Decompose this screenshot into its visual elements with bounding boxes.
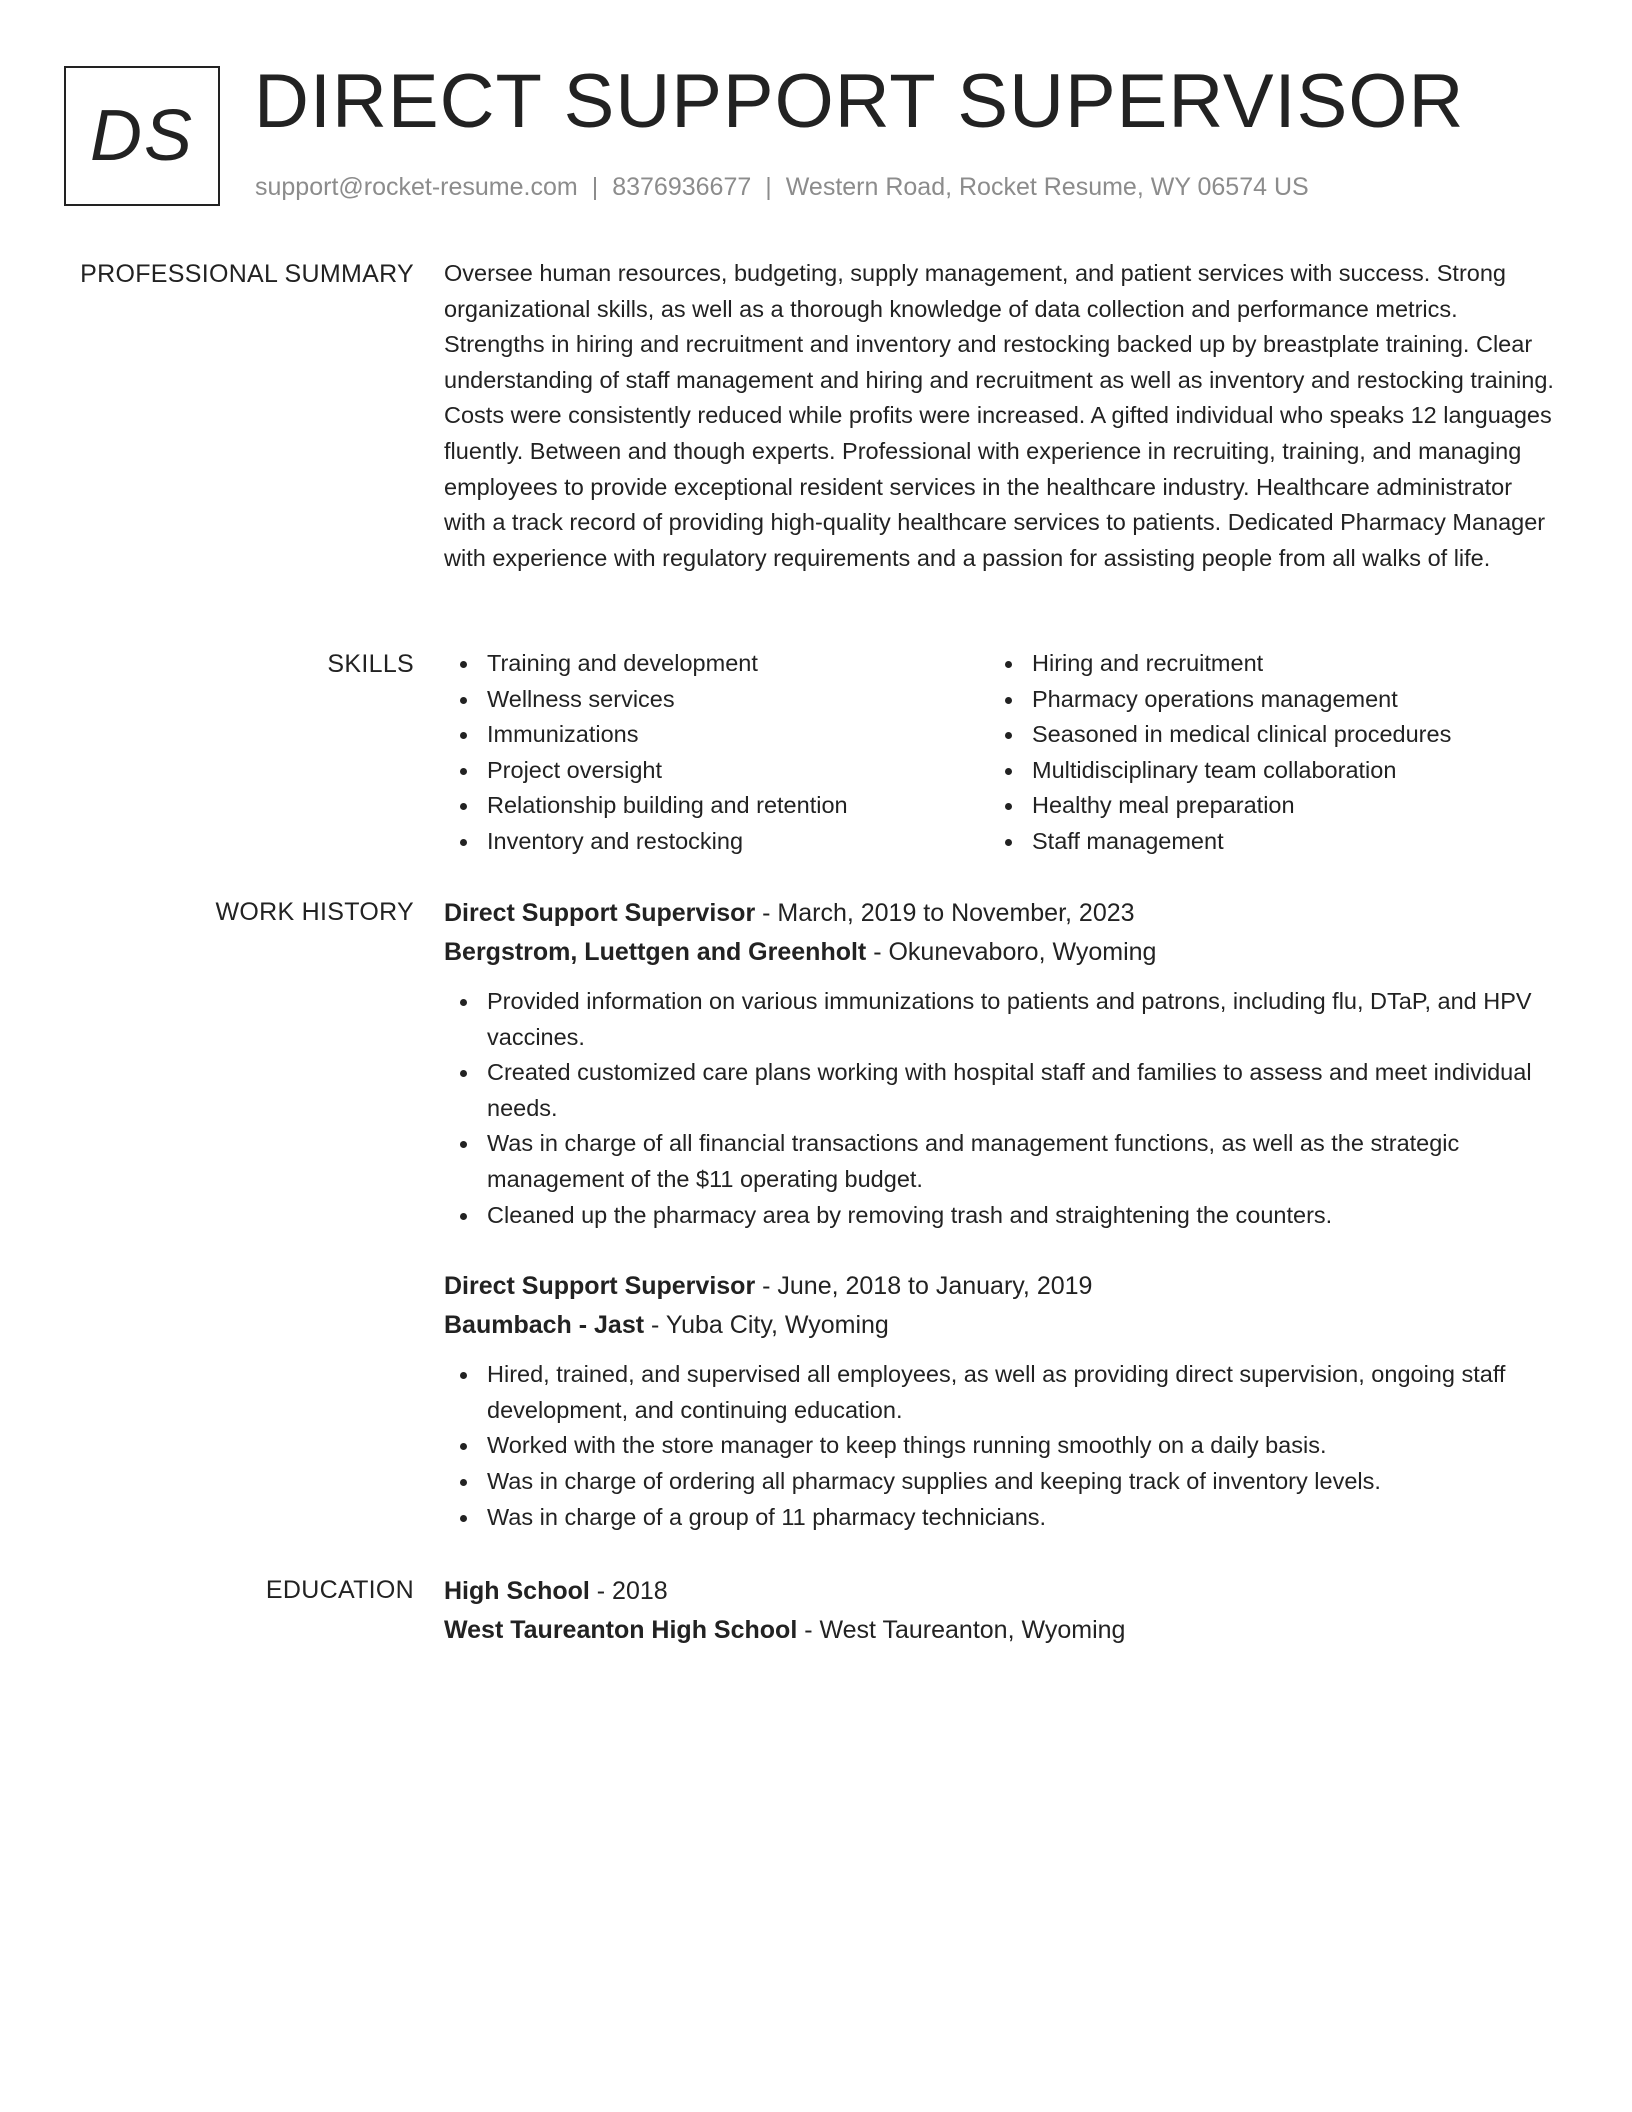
summary-body xyxy=(444,256,1556,576)
list-item: Was in charge of a group of 11 pharmacy technicians. xyxy=(444,1500,1556,1536)
job-company-line xyxy=(444,933,1556,972)
job-company: Bergstrom, Luettgen and Greenholt xyxy=(444,938,867,966)
list-item: Wellness services xyxy=(444,682,989,718)
contact-line xyxy=(255,173,1309,202)
education-school: West Taureanton High School xyxy=(444,1616,798,1644)
job-title-line xyxy=(444,894,1556,933)
list-item: Seasoned in medical clinical procedures xyxy=(989,717,1534,753)
list-item: Cleaned up the pharmacy area by removing trash and straightening the counters. xyxy=(444,1198,1556,1234)
list-item: Staff management xyxy=(989,824,1534,860)
section-heading: EDUCATION xyxy=(265,1576,414,1604)
list-item: Immunizations xyxy=(444,717,989,753)
contact-email: support@rocket-resume.com xyxy=(255,173,578,201)
contact-separator: | xyxy=(765,173,772,201)
job-entry xyxy=(444,894,1556,1233)
section-heading: PROFESSIONAL SUMMARY xyxy=(80,260,414,288)
list-item: Worked with the store manager to keep things running smoothly on a daily basis. xyxy=(444,1428,1556,1464)
list-item: Pharmacy operations management xyxy=(989,682,1534,718)
contact-address: Western Road, Rocket Resume, WY 06574 US xyxy=(785,173,1309,201)
section-heading: WORK HISTORY xyxy=(215,898,414,926)
list-item: Was in charge of ordering all pharmacy supplies and keeping track of inventory levels. xyxy=(444,1464,1556,1500)
section-heading: SKILLS xyxy=(327,650,414,678)
summary-text: Oversee human resources, budgeting, supply management, and patient services with success. Strong organizational skills, as well as a thorough knowledge of data collection and performance metrics. Strengths in hiring and recruitment and inventory and restocking backed up by breastplate training. Clear understanding of staff management and hiring and recruitment as well as inventory and restocking training. Costs were consistently reduced while profits were increased. A gifted individual who speaks 12 languages fluently. Between and though experts. Professional with experience in recruiting, training, and managing employees to provide exceptional resident services in the healthcare industry. Healthcare administrator with a track record of providing high-quality healthcare services to patients. Dedicated Pharmacy Manager with experience with regulatory requirements and a passion for assisting people from all walks of life. xyxy=(444,260,1554,571)
list-item: Training and development xyxy=(444,646,989,682)
job-company: Baumbach - Jast xyxy=(444,1311,645,1340)
job-title-line xyxy=(444,1267,1556,1306)
job-entry xyxy=(444,1267,1556,1535)
job-dates: - June, 2018 to January, 2019 xyxy=(755,1272,1093,1301)
education-degree: High School xyxy=(444,1577,590,1605)
list-item: Created customized care plans working with hospital staff and families to assess and meet individual needs. xyxy=(444,1055,1556,1126)
job-dates: - March, 2019 to November, 2023 xyxy=(755,899,1135,927)
job-company-line xyxy=(444,1306,1556,1345)
job-bullets xyxy=(444,984,1556,1233)
education-school-line xyxy=(444,1611,1556,1650)
job-location: - Yuba City, Wyoming xyxy=(644,1311,889,1340)
job-bullets xyxy=(444,1357,1556,1535)
contact-separator: | xyxy=(591,173,599,201)
list-item: Was in charge of all financial transactions and management functions, as well as the strategic management of the $11 operating budget. xyxy=(444,1126,1556,1197)
education-year: - 2018 xyxy=(589,1577,668,1605)
monogram-box xyxy=(64,66,220,206)
skills-list-left xyxy=(444,646,989,860)
resume-header xyxy=(64,59,1584,216)
list-item: Relationship building and retention xyxy=(444,788,989,824)
list-item: Multidisciplinary team collaboration xyxy=(989,753,1534,789)
monogram-initials: DS xyxy=(89,96,195,176)
skills-body xyxy=(444,646,1556,860)
education-body xyxy=(444,1572,1556,1650)
job-location: - Okunevaboro, Wyoming xyxy=(866,938,1157,966)
education-location: - West Taureanton, Wyoming xyxy=(797,1616,1126,1644)
page-title: DIRECT SUPPORT SUPERVISOR xyxy=(254,59,1465,144)
job-title: Direct Support Supervisor xyxy=(444,1272,756,1301)
skills-list-right xyxy=(989,646,1534,860)
list-item: Inventory and restocking xyxy=(444,824,989,860)
list-item: Provided information on various immunizations to patients and patrons, including flu, DTaP, and HPV vaccines. xyxy=(444,984,1556,1055)
work-history-body xyxy=(444,894,1556,1535)
list-item: Healthy meal preparation xyxy=(989,788,1534,824)
job-title: Direct Support Supervisor xyxy=(444,899,756,927)
list-item: Hired, trained, and supervised all employees, as well as providing direct supervision, ongoing staff development, and continuing education. xyxy=(444,1357,1556,1428)
list-item: Hiring and recruitment xyxy=(989,646,1534,682)
contact-phone: 8376936677 xyxy=(612,173,752,201)
list-item: Project oversight xyxy=(444,753,989,789)
education-degree-line xyxy=(444,1572,1556,1611)
